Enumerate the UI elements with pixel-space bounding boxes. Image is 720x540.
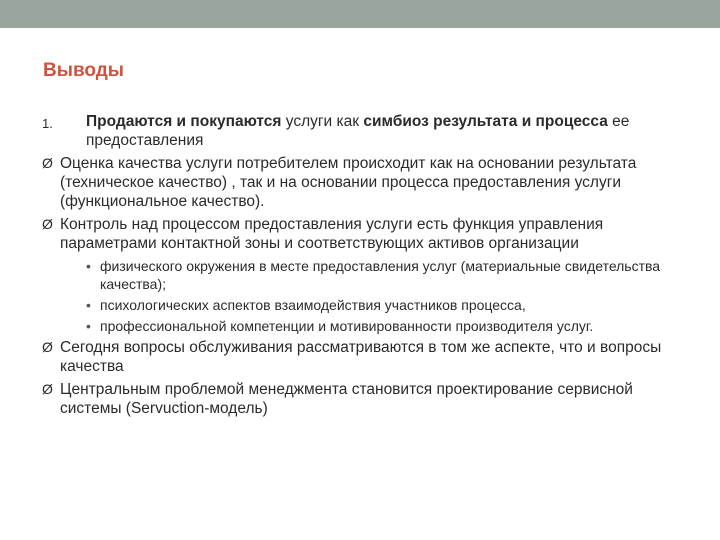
list-item-5: [42, 380, 682, 418]
bold-text: Продаются и покупаются: [86, 113, 282, 130]
dot-bullet-icon: •: [86, 297, 91, 313]
item-text: услуги как: [281, 113, 364, 130]
sub-item-1: [42, 257, 682, 293]
top-bar: [0, 0, 720, 28]
dot-bullet-icon: •: [86, 318, 91, 334]
slide-content: [42, 112, 682, 422]
item-text: Сегодня вопросы обслуживания рассматриваются в том же аспекте, что и вопросы качества: [60, 339, 662, 375]
arrow-bullet-icon: Ø: [42, 216, 53, 232]
arrow-bullet-icon: Ø: [42, 339, 53, 355]
item-text: Оценка качества услуги потребителем происходит как на основании результата (техническое качество) , так и на основании процесса предоставления услуги (функциональное качество).: [60, 155, 637, 210]
arrow-bullet-icon: Ø: [42, 381, 53, 397]
dot-bullet-icon: •: [86, 258, 91, 274]
sub-item-text: психологических аспектов взаимодействия участников процесса,: [100, 297, 526, 313]
arrow-bullet-icon: Ø: [42, 155, 53, 171]
sub-item-text: профессиональной компетенции и мотивированности производителя услуг.: [100, 318, 594, 334]
item-text: ее предоставления: [86, 113, 630, 149]
list-item-4: [42, 338, 682, 376]
list-item-3: [42, 215, 682, 253]
sub-item-text: физического окружения в месте предоставления услуг (материальные свидетельства качества);: [100, 258, 661, 292]
sub-item-3: [42, 317, 682, 335]
list-item-1: [42, 112, 682, 150]
bold-text: симбиоз результата и процесса: [363, 113, 608, 130]
slide-title: Выводы: [43, 60, 125, 81]
number-marker: 1.: [42, 116, 53, 131]
item-text: Центральным проблемой менеджмента становится проектирование сервисной системы (Servuction-модель): [60, 381, 633, 417]
list-item-2: [42, 154, 682, 211]
item-text: Контроль над процессом предоставления услуги есть функция управления параметрами контактной зоны и соответствующих активов организации: [60, 216, 604, 252]
sub-item-2: [42, 296, 682, 314]
